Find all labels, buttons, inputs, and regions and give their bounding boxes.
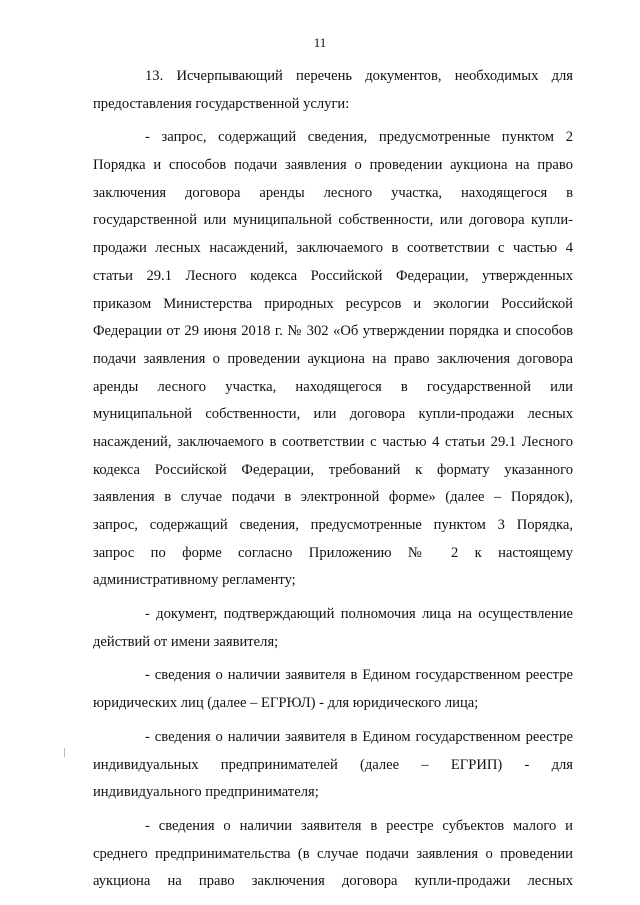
text-line: предоставления государственной услуги: (93, 95, 350, 112)
paragraph-13-heading (93, 63, 573, 118)
text-line: - сведения о наличии заявителя в Едином государственном реестре (145, 667, 573, 684)
text-line: индивидуальных предпринимателей (далее – ЕГРИП) - для (93, 756, 573, 773)
text-line: - сведения о наличии заявителя в реестре субъектов малого и (145, 817, 573, 834)
text-line: заявления в случае подачи в электронной форме» (далее – Порядок), (93, 489, 573, 506)
text-line: - запрос, содержащий сведения, предусмотренные пунктом 2 (145, 129, 573, 146)
text-line: - документ, подтверждающий полномочия лица на осуществление (145, 606, 573, 623)
text-line: - сведения о наличии заявителя в Едином государственном реестре (145, 728, 573, 745)
text-line: действий от имени заявителя; (93, 633, 279, 650)
paragraph-request-item (93, 124, 573, 595)
text-line: государственной или муниципальной собственности, или договора купли- (93, 212, 573, 229)
text-line: запрос по форме согласно Приложению № 2 к настоящему (93, 544, 573, 561)
page-number: 11 (313, 35, 327, 50)
text-line: запрос, содержащий сведения, предусмотренные пунктом 3 Порядка, (93, 517, 573, 533)
text-line: Порядка и способов подачи заявления о проведении аукциона на право (93, 157, 573, 174)
text-line: аукциона на право заключения договора купли-продажи лесных (93, 873, 573, 890)
text-line: Федерации от 29 июня 2018 г. № 302 «Об утверждении порядка и способов (93, 323, 573, 340)
paragraph-egrul (93, 662, 573, 717)
text-line: приказом Министерства природных ресурсов и экологии Российской (93, 295, 573, 312)
text-line: насаждений, заключаемого в соответствии с частью 4 статьи 29.1 Лесного (93, 433, 573, 450)
text-line: кодекса Российской Федерации, требований к формату указанного (93, 461, 573, 478)
text-line: 13. Исчерпывающий перечень документов, необходимых для (145, 68, 573, 84)
text-line: юридических лиц (далее – ЕГРЮЛ) - для юридического лица; (93, 695, 479, 712)
paragraph-sme-registry (93, 813, 573, 896)
text-line: среднего предпринимательства (в случае подачи заявления о проведении (93, 845, 573, 862)
text-line: аренды лесного участка, находящегося в государственной или (93, 378, 573, 395)
paragraph-egrip (93, 724, 573, 807)
text-line: муниципальной собственности, или договора купли-продажи лесных (93, 406, 573, 423)
text-line: статьи 29.1 Лесного кодекса Российской Федерации, утвержденных (93, 267, 573, 284)
document-body (93, 63, 573, 896)
scan-speck (64, 748, 65, 757)
text-line: подачи заявления о проведении аукциона на право заключения договора (93, 350, 573, 367)
text-line: заключения договора аренды лесного участка, находящегося в (93, 184, 573, 201)
text-line: административному регламенту; (93, 572, 296, 589)
text-line: продажи лесных насаждений, заключаемого в соответствии с частью 4 (93, 240, 573, 257)
paragraph-authority-document (93, 601, 573, 656)
text-line: индивидуального предпринимателя; (93, 784, 319, 801)
